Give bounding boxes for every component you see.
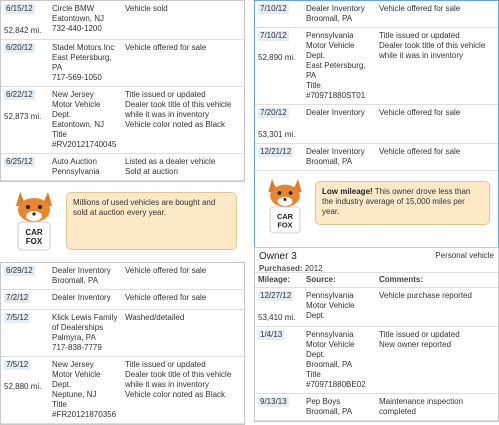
comments-cell	[379, 147, 495, 167]
date-cell	[258, 330, 306, 390]
owner-type: Personal vehicle	[435, 251, 494, 260]
comment-line: Vehicle offered for sale	[379, 4, 461, 13]
comment-line: while it was in inventory	[379, 51, 464, 60]
source-line: Dept.	[306, 311, 326, 320]
comment-line: while it was in inventory	[125, 380, 210, 389]
source-line: Motor Vehicle	[52, 370, 101, 379]
comment-line: Dealer took title of this vehicle	[125, 370, 232, 379]
source-line: Circle BMW	[52, 4, 95, 13]
source-line: Broomall, PA	[306, 360, 353, 369]
source-cell	[306, 147, 379, 167]
comment-line: Vehicle offered for sale	[125, 293, 207, 302]
source-line: of Dealerships	[52, 323, 104, 332]
history-row	[1, 310, 244, 357]
comment-line: Title issued or updated	[125, 360, 206, 369]
comment-line: Title issued or updated	[379, 31, 460, 40]
comment-line: Vehicle color noted as Black	[125, 120, 226, 129]
source-cell	[306, 397, 379, 417]
low-mileage-promo	[255, 171, 498, 247]
comments-header: Comments:	[379, 275, 424, 284]
date-cell	[4, 313, 52, 353]
source-line: Palmyra, PA	[52, 333, 96, 342]
comment-line: Vehicle color noted as Black	[125, 390, 226, 399]
source-line: Broomall, PA	[306, 407, 353, 416]
odometer-reading: 53,301 mi.	[258, 130, 296, 139]
source-line: Motor Vehicle	[52, 100, 101, 109]
odometer-reading: 53,410 mi.	[258, 313, 296, 322]
source-cell	[52, 4, 125, 36]
date-cell	[258, 147, 306, 167]
comments-cell	[125, 360, 241, 420]
source-line: Broomall, PA	[52, 276, 99, 285]
record-date: 6/22/12	[6, 90, 33, 99]
comment-line: Vehicle offered for sale	[379, 108, 461, 117]
source-line: #RV20121740045	[52, 140, 117, 149]
history-row	[255, 105, 498, 144]
source-line: 717-569-1050	[52, 73, 102, 82]
comment-line: Vehicle purchase reported	[379, 291, 472, 300]
source-cell	[52, 313, 125, 353]
source-line: Title	[306, 370, 321, 379]
source-line: Auto Auction	[52, 157, 97, 166]
comment-line: Maintenance inspection	[379, 397, 464, 406]
source-line: Dealer Inventory	[52, 293, 111, 302]
date-cell	[4, 157, 52, 177]
source-cell	[52, 266, 125, 286]
comment-line: Vehicle offered for sale	[125, 266, 207, 275]
record-date: 6/20/12	[6, 43, 33, 52]
source-cell	[52, 360, 125, 420]
source-line: Title	[306, 81, 321, 90]
record-date: 6/25/12	[6, 157, 33, 166]
source-header: Source:	[306, 275, 336, 284]
source-line: Dept.	[52, 380, 72, 389]
purchased-label: Purchased:	[259, 263, 303, 273]
history-row	[1, 263, 244, 290]
comments-cell	[125, 157, 241, 177]
svg-text:CAR: CAR	[25, 228, 43, 237]
record-date: 7/20/12	[260, 108, 287, 117]
comment-line: New owner reported	[379, 340, 452, 349]
history-row	[1, 87, 244, 154]
record-date: 7/5/12	[6, 313, 29, 322]
owner-3-header	[255, 248, 498, 273]
comment-line: Title issued or updated	[379, 330, 460, 339]
date-cell	[258, 31, 306, 101]
owner-2-records	[254, 0, 499, 248]
history-row	[255, 28, 498, 105]
odometer-reading: 52,842 mi.	[4, 26, 42, 35]
history-row	[1, 1, 244, 40]
source-line: East Petersburg,	[52, 53, 112, 62]
source-cell	[306, 291, 379, 323]
comments-cell	[125, 266, 241, 286]
source-line: Pennsylvania	[52, 167, 100, 176]
svg-text:CAR: CAR	[276, 212, 294, 221]
source-cell	[306, 330, 379, 390]
source-line: Title	[52, 130, 67, 139]
source-cell	[52, 157, 125, 177]
source-line: New Jersey	[52, 360, 94, 369]
comments-cell	[125, 293, 241, 306]
source-line: #FR20121870356	[52, 410, 117, 419]
source-cell	[306, 31, 379, 101]
source-cell	[306, 108, 379, 140]
history-table-bottom	[0, 262, 245, 425]
owner-3-card	[254, 247, 499, 422]
odometer-reading: 52,873 mi.	[4, 112, 42, 121]
source-line: Motor Vehicle	[306, 340, 355, 349]
source-line: Motor Vehicle	[306, 41, 355, 50]
comment-line: Vehicle sold	[125, 4, 168, 13]
low-mileage-lead: Low mileage!	[322, 187, 373, 196]
source-line: Pennsylvania	[306, 330, 354, 339]
source-line: Motor Vehicle	[306, 301, 355, 310]
auction-promo-text: Millions of used vehicles are bought and sold at auction every year.	[66, 192, 237, 250]
low-mileage-text	[315, 181, 490, 225]
comment-line: Dealer took title of this vehicle	[125, 100, 232, 109]
record-date: 7/5/12	[6, 360, 29, 369]
comments-cell	[379, 330, 495, 390]
record-date: 12/27/12	[260, 291, 292, 300]
comments-cell	[125, 90, 241, 150]
source-line: Pep Boys	[306, 397, 341, 406]
comment-line: Vehicle offered for sale	[379, 147, 461, 156]
source-cell	[306, 4, 379, 24]
date-cell	[4, 43, 52, 83]
date-cell	[4, 360, 52, 420]
history-row	[255, 1, 498, 28]
history-table-top	[0, 0, 245, 182]
history-row	[255, 144, 498, 171]
record-date: 9/13/13	[260, 397, 287, 406]
source-line: PA	[52, 63, 63, 72]
auction-promo	[0, 182, 245, 262]
source-line: Dept.	[306, 51, 326, 60]
comment-line: Washed/detailed	[125, 313, 185, 322]
svg-text:FOX: FOX	[277, 220, 293, 230]
source-line: PA	[306, 71, 317, 80]
source-line: Klick Lewis Family	[52, 313, 118, 322]
car-fox-icon	[259, 173, 311, 239]
date-cell	[4, 266, 52, 286]
owner-title: Owner 3	[259, 251, 297, 262]
history-row	[255, 288, 498, 327]
source-line: Dept.	[52, 110, 72, 119]
source-line: #70971880BE02	[306, 380, 366, 389]
source-cell	[52, 293, 125, 306]
history-row	[255, 327, 498, 394]
source-line: 732-440-1200	[52, 24, 102, 33]
odometer-reading: 52,890 mi.	[258, 53, 296, 62]
record-date: 6/15/12	[6, 4, 33, 13]
purchased-value: 2012	[304, 263, 323, 273]
right-history-column	[254, 0, 499, 416]
history-row	[1, 154, 244, 181]
record-date: 7/2/12	[6, 293, 29, 302]
mileage-header: Mileage:	[258, 275, 291, 284]
source-line: Eatontown, NJ	[52, 14, 105, 23]
car-fox-icon	[6, 186, 62, 256]
comments-cell	[379, 4, 495, 24]
left-history-column	[0, 0, 245, 419]
source-line: Pennsylvania	[306, 31, 354, 40]
comments-cell	[379, 397, 495, 417]
comment-line: while it was in inventory	[125, 110, 210, 119]
comments-cell	[379, 31, 495, 101]
comments-cell	[125, 313, 241, 353]
history-row	[1, 290, 244, 310]
source-line: Stadel Motors Inc	[52, 43, 115, 52]
source-line: Dealer Inventory	[306, 108, 365, 117]
record-date: 12/21/12	[260, 147, 292, 156]
date-cell	[258, 4, 306, 24]
source-line: East Petersburg,	[306, 61, 366, 70]
history-row	[1, 40, 244, 87]
comment-line: Sold at auction	[125, 167, 178, 176]
record-date: 1/4/13	[260, 330, 283, 339]
date-cell	[258, 291, 306, 323]
source-line: Dealer Inventory	[306, 4, 365, 13]
date-cell	[4, 90, 52, 150]
comments-cell	[379, 291, 495, 323]
date-cell	[4, 4, 52, 36]
source-line: Broomall, PA	[306, 14, 353, 23]
source-line: Dept.	[306, 350, 326, 359]
record-date: 7/10/12	[260, 4, 287, 13]
comment-line: Listed as a dealer vehicle	[125, 157, 216, 166]
record-date: 7/10/12	[260, 31, 287, 40]
source-line: Neptune, NJ	[52, 390, 97, 399]
comments-cell	[125, 4, 241, 36]
source-line: Pennsylvania	[306, 291, 354, 300]
source-line: #70971880ST01	[306, 91, 366, 100]
source-line: Eatontown, NJ	[52, 120, 105, 129]
source-cell	[52, 90, 125, 150]
comments-cell	[379, 108, 495, 140]
odometer-reading: 52,880 mi.	[4, 382, 42, 391]
svg-text:FOX: FOX	[25, 237, 43, 246]
comment-line: Title issued or updated	[125, 90, 206, 99]
source-cell	[52, 43, 125, 83]
date-cell	[4, 293, 52, 306]
comment-line: Vehicle offered for sale	[125, 43, 207, 52]
source-line: Title	[52, 400, 67, 409]
date-cell	[258, 108, 306, 140]
comment-line: completed	[379, 407, 416, 416]
history-row	[1, 357, 244, 424]
history-row	[255, 394, 498, 421]
source-line: Dealer Inventory	[52, 266, 111, 275]
source-line: Dealer Inventory	[306, 147, 365, 156]
source-line: Broomall, PA	[306, 157, 353, 166]
owner-3-table-header	[255, 273, 498, 288]
source-line: New Jersey	[52, 90, 94, 99]
comments-cell	[125, 43, 241, 83]
date-cell	[258, 397, 306, 417]
owner-purchased	[259, 264, 494, 274]
record-date: 6/29/12	[6, 266, 33, 275]
comment-line: Dealer took title of this vehicle	[379, 41, 486, 50]
source-line: 717-838-7779	[52, 343, 102, 352]
low-mileage-body: This owner drove less than the industry average of 15,000 miles per year.	[322, 187, 471, 216]
